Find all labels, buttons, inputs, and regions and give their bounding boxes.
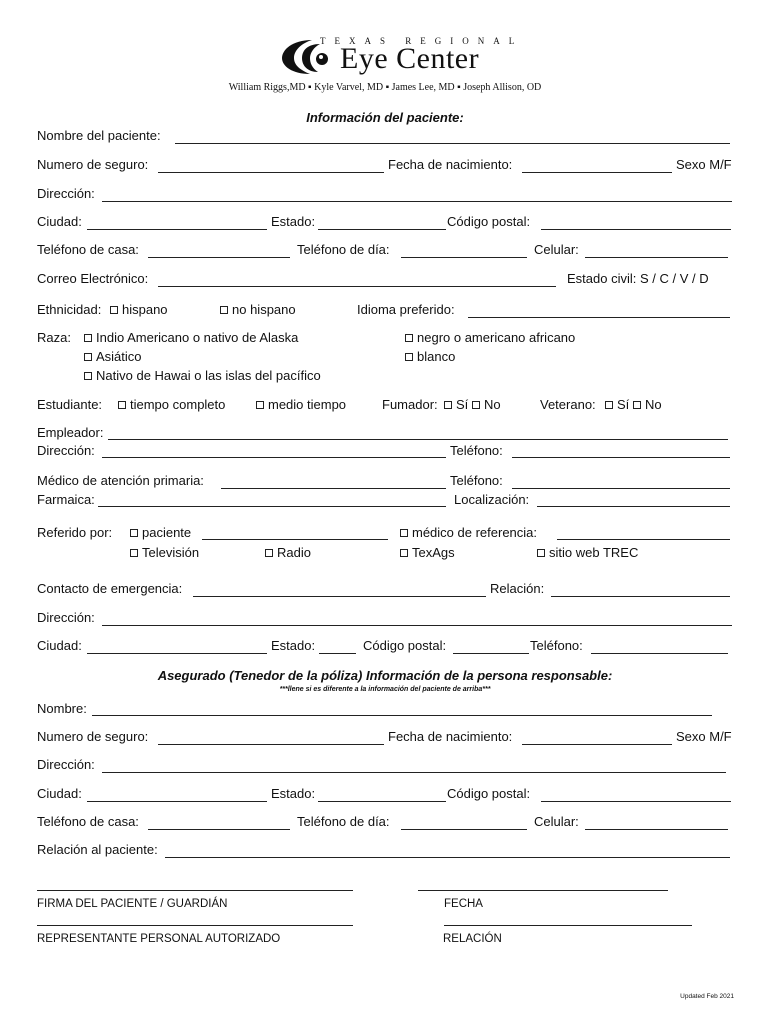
checkbox-icon[interactable] xyxy=(405,334,413,342)
day-phone-field[interactable] xyxy=(401,257,527,258)
checkbox-icon[interactable] xyxy=(444,401,452,409)
checkbox-icon[interactable] xyxy=(405,353,413,361)
insured-address-label: Dirección: xyxy=(37,757,95,772)
insured-cell-field[interactable] xyxy=(585,829,728,830)
veteran-yes-option[interactable]: Sí xyxy=(605,397,629,413)
insured-city-label: Ciudad: xyxy=(37,786,82,801)
em-city-label: Ciudad: xyxy=(37,638,82,653)
checkbox-icon[interactable] xyxy=(84,372,92,380)
cell-label: Celular: xyxy=(534,242,579,257)
race-black-option[interactable]: negro o americano africano xyxy=(405,330,575,346)
insured-zip-label: Código postal: xyxy=(447,786,531,801)
doctor-list: William Riggs,MD ▪ Kyle Varvel, MD ▪ James Lee, MD ▪ Joseph Allison, OD xyxy=(228,82,542,93)
checkbox-icon[interactable] xyxy=(633,401,641,409)
home-phone-field[interactable] xyxy=(148,257,290,258)
emergency-field[interactable] xyxy=(193,596,486,597)
home-phone-label: Teléfono de casa: xyxy=(37,242,139,257)
checkbox-icon[interactable] xyxy=(265,549,273,557)
language-field[interactable] xyxy=(468,317,730,318)
insured-sex-label: Sexo M/F xyxy=(676,729,732,744)
student-label: Estudiante: xyxy=(37,397,103,412)
rep-relation-label: RELACIÓN xyxy=(443,933,502,945)
hispanic-option[interactable]: hispano xyxy=(110,302,168,318)
insured-note: ***llene si es diferente a la información del paciente de arriba*** xyxy=(279,686,491,693)
insured-section-title: Asegurado (Tenedor de la póliza) Información de la persona responsable: xyxy=(157,668,613,683)
patient-signature-field[interactable] xyxy=(37,890,353,891)
insured-dob-label: Fecha de nacimiento: xyxy=(388,729,513,744)
address-label: Dirección: xyxy=(37,186,95,201)
employer-label: Empleador: xyxy=(37,425,104,440)
rep-signature-field[interactable] xyxy=(37,925,353,926)
checkbox-icon[interactable] xyxy=(118,401,126,409)
dob-field[interactable] xyxy=(522,172,672,173)
race-asian-option[interactable]: Asiático xyxy=(84,349,142,365)
insured-day-phone-label: Teléfono de día: xyxy=(297,814,390,829)
updated-footer: Updated Feb 2021 xyxy=(680,993,734,1000)
location-field[interactable] xyxy=(537,506,730,507)
referred-label: Referido por: xyxy=(37,525,113,540)
race-label: Raza: xyxy=(37,330,71,345)
checkbox-icon[interactable] xyxy=(84,353,92,361)
checkbox-icon[interactable] xyxy=(84,334,92,342)
pharmacy-label: Farmaica: xyxy=(37,492,95,507)
insured-relation-field[interactable] xyxy=(165,857,730,858)
ref-patient-option[interactable]: paciente xyxy=(130,525,191,541)
employer-phone-label: Teléfono: xyxy=(450,443,503,458)
non-hispanic-option[interactable]: no hispano xyxy=(220,302,296,318)
smoker-label: Fumador: xyxy=(382,397,438,412)
state-label: Estado: xyxy=(271,214,316,229)
ref-tv-option[interactable]: Televisión xyxy=(130,545,199,561)
rep-relation-field[interactable] xyxy=(444,925,692,926)
language-label: Idioma preferido: xyxy=(357,302,455,317)
insured-state-field[interactable] xyxy=(318,801,446,802)
ethnicity-label: Ethnicidad: xyxy=(37,302,102,317)
em-zip-field[interactable] xyxy=(453,653,529,654)
race-native-option[interactable]: Indio Americano o nativo de Alaska xyxy=(84,330,298,346)
city-field[interactable] xyxy=(87,229,267,230)
em-phone-field[interactable] xyxy=(591,653,728,654)
insured-city-field[interactable] xyxy=(87,801,267,802)
insured-day-phone-field[interactable] xyxy=(401,829,527,830)
em-phone-label: Teléfono: xyxy=(530,638,583,653)
full-time-option[interactable]: tiempo completo xyxy=(118,397,225,413)
checkbox-icon[interactable] xyxy=(256,401,264,409)
race-hawaii-option[interactable]: Nativo de Hawai o las islas del pacífico xyxy=(84,368,321,384)
insured-name-label: Nombre: xyxy=(37,701,87,716)
insured-name-field[interactable] xyxy=(92,715,712,716)
marital-label: Estado civil: S / C / V / D xyxy=(567,271,709,286)
ref-patient-field[interactable] xyxy=(202,539,388,540)
date-field[interactable] xyxy=(418,890,668,891)
insured-ssn-field[interactable] xyxy=(158,744,384,745)
veteran-label: Veterano: xyxy=(540,397,596,412)
pcp-label: Médico de atención primaria: xyxy=(37,473,204,488)
pcp-phone-field[interactable] xyxy=(512,488,730,489)
em-address-label: Dirección: xyxy=(37,610,95,625)
state-field[interactable] xyxy=(318,229,446,230)
insured-address-field[interactable] xyxy=(102,772,726,773)
address-field[interactable] xyxy=(102,201,732,202)
dob-label: Fecha de nacimiento: xyxy=(388,157,513,172)
ref-web-option[interactable]: sitio web TREC xyxy=(537,545,638,561)
date-label: FECHA xyxy=(444,898,483,910)
em-state-label: Estado: xyxy=(271,638,316,653)
em-relation-label: Relación: xyxy=(490,581,545,596)
insured-cell-label: Celular: xyxy=(534,814,579,829)
insured-relation-label: Relación al paciente: xyxy=(37,842,158,857)
sex-label: Sexo M/F xyxy=(676,157,732,172)
race-white-option[interactable]: blanco xyxy=(405,349,455,365)
employer-address-label: Dirección: xyxy=(37,443,95,458)
em-address-field[interactable] xyxy=(102,625,732,626)
checkbox-icon[interactable] xyxy=(110,306,118,314)
employer-address-field[interactable] xyxy=(102,457,446,458)
checkbox-icon[interactable] xyxy=(130,549,138,557)
checkbox-icon[interactable] xyxy=(537,549,545,557)
zip-field[interactable] xyxy=(541,229,731,230)
email-label: Correo Electrónico: xyxy=(37,271,149,286)
city-label: Ciudad: xyxy=(37,214,82,229)
patient-name-field[interactable] xyxy=(175,143,730,144)
ref-doctor-field[interactable] xyxy=(557,539,730,540)
zip-label: Código postal: xyxy=(447,214,531,229)
insured-state-label: Estado: xyxy=(271,786,316,801)
emergency-label: Contacto de emergencia: xyxy=(37,581,183,596)
pharmacy-field[interactable] xyxy=(98,506,446,507)
ref-doctor-option[interactable]: médico de referencia: xyxy=(400,525,537,541)
smoker-no-option[interactable]: No xyxy=(472,397,501,413)
checkbox-icon[interactable] xyxy=(220,306,228,314)
pcp-field[interactable] xyxy=(221,488,446,489)
patient-name-label: Nombre del paciente: xyxy=(37,128,161,143)
smoker-yes-option[interactable]: Sí xyxy=(444,397,468,413)
checkbox-icon[interactable] xyxy=(400,529,408,537)
ssn-field[interactable] xyxy=(158,172,384,173)
pcp-phone-label: Teléfono: xyxy=(450,473,503,488)
em-city-field[interactable] xyxy=(87,653,267,654)
checkbox-icon[interactable] xyxy=(400,549,408,557)
checkbox-icon[interactable] xyxy=(472,401,480,409)
part-time-option[interactable]: medio tiempo xyxy=(256,397,346,413)
checkbox-icon[interactable] xyxy=(605,401,613,409)
employer-phone-field[interactable] xyxy=(512,457,730,458)
patient-signature-label: FIRMA DEL PACIENTE / GUARDIÁN xyxy=(37,898,228,910)
ssn-label: Numero de seguro: xyxy=(37,157,149,172)
insured-zip-field[interactable] xyxy=(541,801,731,802)
email-field[interactable] xyxy=(158,286,556,287)
ref-radio-option[interactable]: Radio xyxy=(265,545,311,561)
location-label: Localización: xyxy=(454,492,530,507)
em-relation-field[interactable] xyxy=(551,596,730,597)
ref-texags-option[interactable]: TexAgs xyxy=(400,545,455,561)
patient-section-title: Información del paciente: xyxy=(306,110,464,125)
em-zip-label: Código postal: xyxy=(363,638,447,653)
insured-home-phone-label: Teléfono de casa: xyxy=(37,814,139,829)
employer-field[interactable] xyxy=(108,439,728,440)
insured-dob-field[interactable] xyxy=(522,744,672,745)
logo-top-text: TEXAS REGIONAL xyxy=(320,36,524,46)
insured-ssn-label: Numero de seguro: xyxy=(37,729,149,744)
logo-main-text: Eye Center xyxy=(340,42,480,75)
day-phone-label: Teléfono de día: xyxy=(297,242,390,257)
insured-home-phone-field[interactable] xyxy=(148,829,290,830)
checkbox-icon[interactable] xyxy=(130,529,138,537)
rep-signature-label: REPRESENTANTE PERSONAL AUTORIZADO xyxy=(37,933,281,945)
veteran-no-option[interactable]: No xyxy=(633,397,662,413)
em-state-field[interactable] xyxy=(319,653,356,654)
cell-field[interactable] xyxy=(585,257,728,258)
